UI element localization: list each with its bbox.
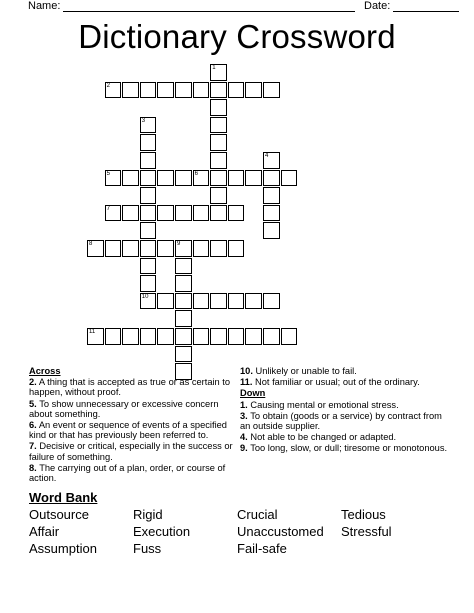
grid-cell[interactable] — [122, 205, 139, 222]
grid-cell[interactable] — [122, 82, 139, 99]
grid-cell[interactable] — [210, 293, 227, 310]
grid-cell[interactable] — [175, 205, 192, 222]
grid-cell[interactable] — [157, 293, 174, 310]
word-bank-item: Assumption — [29, 541, 97, 556]
grid-cell[interactable] — [105, 82, 122, 99]
grid-cell[interactable] — [140, 170, 157, 187]
grid-cell[interactable] — [140, 222, 157, 239]
grid-cell[interactable] — [228, 205, 245, 222]
grid-cell[interactable] — [175, 310, 192, 327]
grid-cell[interactable] — [140, 82, 157, 99]
grid-cell[interactable] — [210, 117, 227, 134]
clues-right-column — [240, 366, 450, 455]
clue-number: 1 — [212, 65, 216, 71]
grid-cell[interactable] — [157, 82, 174, 99]
word-bank-item: Crucial — [237, 507, 278, 522]
grid-cell[interactable] — [210, 170, 227, 187]
grid-cell[interactable] — [263, 222, 280, 239]
word-bank-item: Stressful — [341, 524, 392, 539]
clue-down-4: 4. Not able to be changed or adapted. — [240, 432, 397, 443]
grid-cell[interactable] — [210, 99, 227, 116]
grid-cell[interactable] — [175, 240, 192, 257]
grid-cell[interactable] — [157, 328, 174, 345]
grid-cell[interactable] — [245, 293, 262, 310]
grid-cell[interactable] — [210, 152, 227, 169]
grid-cell[interactable] — [122, 240, 139, 257]
grid-cell[interactable] — [175, 82, 192, 99]
word-bank-heading: Word Bank — [29, 490, 98, 505]
grid-cell[interactable] — [175, 275, 192, 292]
grid-cell[interactable] — [263, 328, 280, 345]
grid-cell[interactable] — [228, 82, 245, 99]
grid-cell[interactable] — [140, 152, 157, 169]
clue-across-7: 7. Decisive or critical, especially in the success or failure of something. — [29, 441, 233, 462]
grid-cell[interactable] — [175, 170, 192, 187]
grid-cell[interactable] — [175, 258, 192, 275]
grid-cell[interactable] — [122, 170, 139, 187]
grid-cell[interactable] — [157, 205, 174, 222]
grid-cell[interactable] — [210, 240, 227, 257]
clue-across-10: 10. Unlikely or unable to fail. — [240, 366, 357, 376]
grid-cell[interactable] — [210, 205, 227, 222]
clue-number: 6 — [194, 170, 198, 177]
clue-number: 7 — [106, 205, 110, 212]
grid-cell[interactable] — [210, 82, 227, 99]
down-heading: Down — [240, 388, 266, 399]
grid-cell[interactable] — [210, 187, 227, 204]
grid-cell[interactable] — [175, 328, 192, 345]
word-bank-item: Fuss — [133, 541, 162, 556]
date-label: Date: — [364, 0, 391, 12]
grid-cell[interactable] — [193, 170, 210, 187]
grid-cell[interactable] — [87, 328, 104, 345]
clue-number: 10 — [141, 293, 149, 300]
grid-cell[interactable] — [228, 240, 245, 257]
grid-cell[interactable] — [263, 293, 280, 310]
grid-cell[interactable] — [263, 187, 280, 204]
clue-number: 11 — [89, 329, 96, 335]
grid-cell[interactable] — [157, 240, 174, 257]
grid-cell[interactable] — [263, 205, 280, 222]
grid-cell[interactable] — [193, 205, 210, 222]
clues-left-column — [29, 366, 233, 484]
grid-cell[interactable] — [105, 328, 122, 345]
grid-cell[interactable] — [140, 187, 157, 204]
grid-cell[interactable] — [263, 152, 280, 169]
grid-cell[interactable] — [140, 117, 157, 134]
word-bank-item: Outsource — [29, 507, 89, 522]
word-bank-item: Execution — [133, 524, 191, 539]
grid-cell[interactable] — [281, 170, 298, 187]
word-bank-item: Unaccustomed — [237, 524, 324, 539]
grid-cell[interactable] — [228, 170, 245, 187]
grid-cell[interactable] — [263, 82, 280, 99]
grid-cell[interactable] — [245, 170, 262, 187]
word-bank-item: Tedious — [341, 507, 386, 522]
grid-cell[interactable] — [210, 64, 227, 81]
grid-cell[interactable] — [245, 82, 262, 99]
grid-cell[interactable] — [140, 258, 157, 275]
grid-cell[interactable] — [228, 328, 245, 345]
grid-cell[interactable] — [87, 240, 104, 257]
grid-cell[interactable] — [245, 328, 262, 345]
grid-cell[interactable] — [210, 328, 227, 345]
clue-number: 8 — [89, 241, 93, 247]
grid-cell[interactable] — [140, 240, 157, 257]
word-bank-item: Rigid — [133, 507, 163, 522]
clue-down-1: 1. Causing mental or emotional stress. — [240, 399, 399, 410]
clue-number: 5 — [106, 170, 110, 177]
clue-across-5: 5. To show unnecessary or excessive concern about something. — [29, 398, 219, 419]
grid-cell[interactable] — [140, 293, 157, 310]
grid-cell[interactable] — [157, 170, 174, 187]
grid-cell[interactable] — [140, 205, 157, 222]
grid-cell[interactable] — [105, 170, 122, 187]
grid-cell[interactable] — [193, 293, 210, 310]
clue-across-2: 2. A thing that is accepted as true or as certain to happen, without proof. — [29, 377, 231, 398]
clue-number: 3 — [141, 117, 146, 124]
grid-cell[interactable] — [263, 170, 280, 187]
grid-cell[interactable] — [193, 82, 210, 99]
grid-cell[interactable] — [105, 240, 122, 257]
grid-cell[interactable] — [140, 275, 157, 292]
grid-cell[interactable] — [105, 205, 122, 222]
grid-cell[interactable] — [193, 240, 210, 257]
clue-down-3: 3. To obtain (goods or a service) by contract from an outside supplier. — [240, 410, 442, 432]
grid-cell[interactable] — [175, 346, 192, 363]
word-bank-item: Affair — [29, 524, 60, 539]
clue-across-8: 8. The carrying out of a plan, order, or course of action. — [29, 462, 226, 484]
across-heading: Across — [29, 366, 61, 376]
grid-cell[interactable] — [140, 328, 157, 345]
word-bank-item: Fail-safe — [237, 541, 287, 556]
grid-cell[interactable] — [122, 328, 139, 345]
grid-cell[interactable] — [281, 328, 298, 345]
clue-down-9: 9. Too long, slow, or dull; tiresome or monotonous. — [240, 443, 448, 454]
clue-across-11: 11. Not familiar or usual; out of the ordinary. — [240, 377, 420, 388]
grid-cell[interactable] — [193, 328, 210, 345]
clue-number: 4 — [265, 153, 269, 159]
grid-cell[interactable] — [140, 134, 157, 151]
clue-number: 9 — [177, 241, 181, 247]
clue-across-6: 6. An event or sequence of events of a specified kind or that has previously been referred to. — [29, 420, 227, 441]
grid-cell[interactable] — [228, 293, 245, 310]
page-title: Dictionary Crossword — [78, 18, 396, 55]
name-label: Name: — [28, 0, 61, 12]
grid-cell[interactable] — [210, 134, 227, 151]
clue-number: 2 — [106, 82, 110, 89]
grid-cell[interactable] — [175, 293, 192, 310]
